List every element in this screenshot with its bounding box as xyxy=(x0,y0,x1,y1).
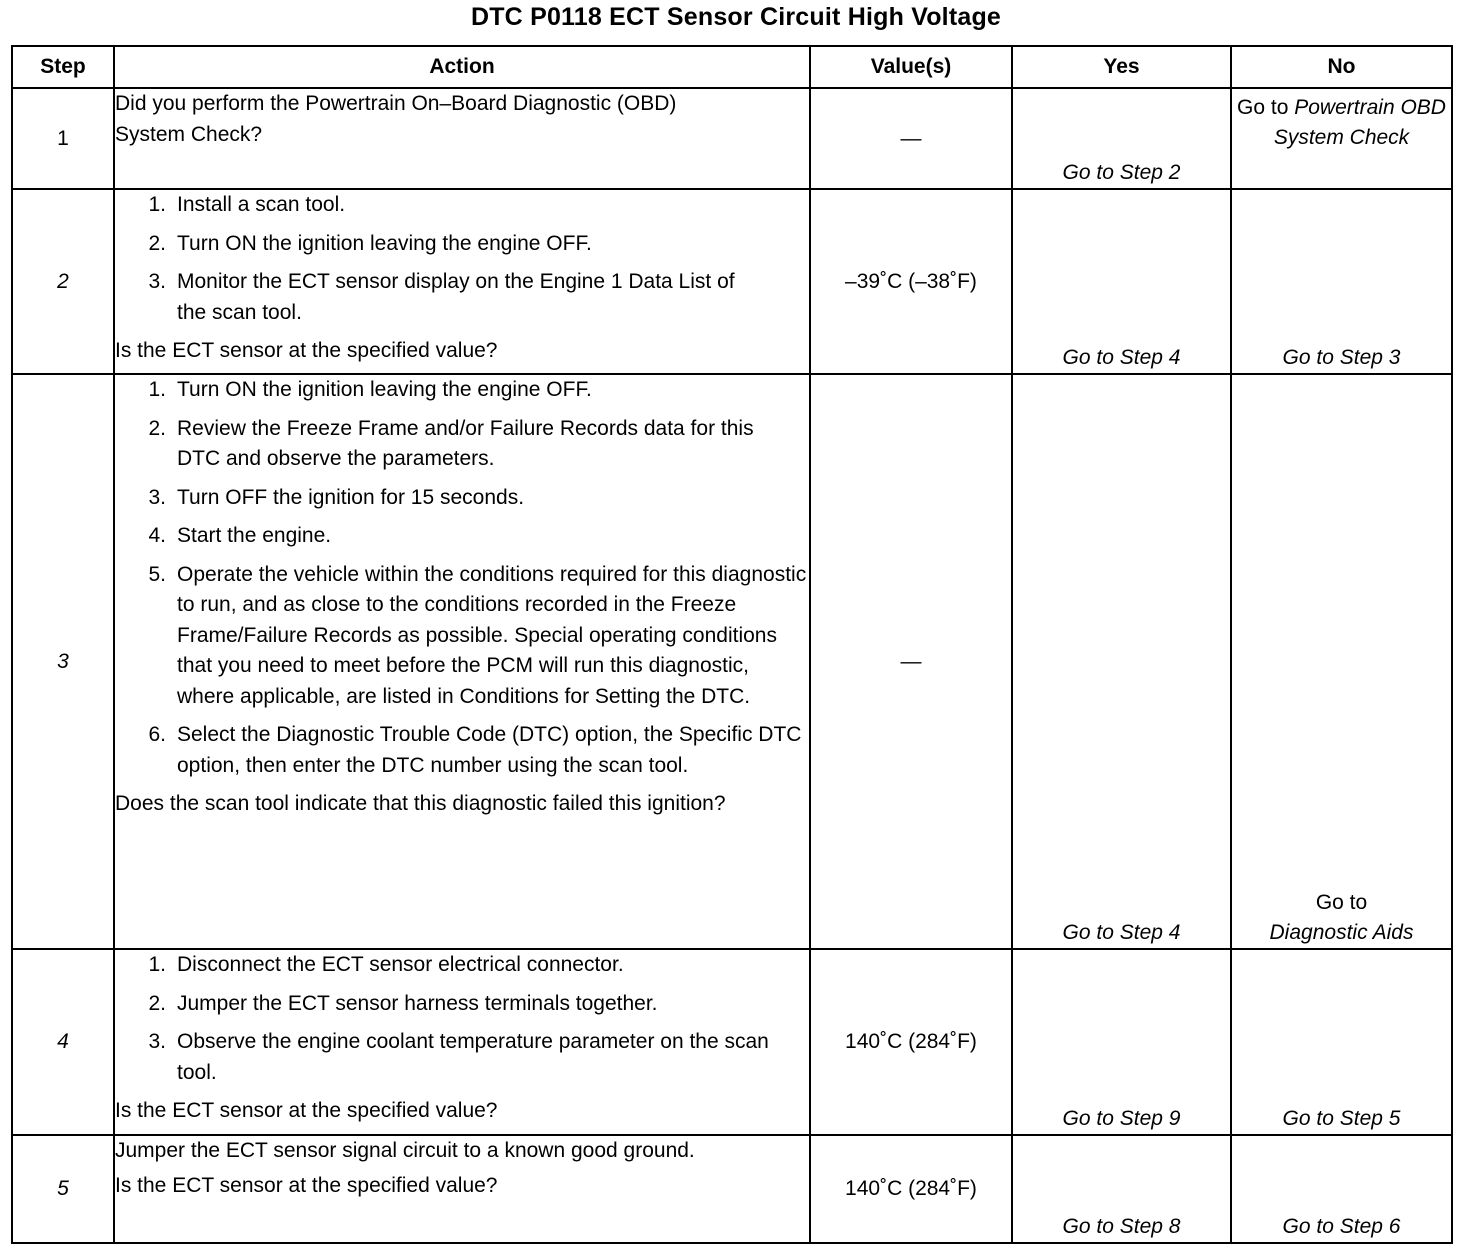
list-item: 2. Jumper the ECT sensor harness terminals together. xyxy=(148,991,658,1015)
list-item: 1. Turn ON the ignition leaving the engine OFF. xyxy=(148,378,592,401)
no-prefix: Go to xyxy=(1315,891,1368,914)
no-link-diagnostic-aids[interactable]: Diagnostic Aids xyxy=(1269,921,1414,944)
action-cell xyxy=(114,949,810,1135)
header-yes: Yes xyxy=(1012,46,1231,88)
header-step: Step xyxy=(12,46,114,88)
yes-cell[interactable]: Go to Step 8 xyxy=(1012,1135,1231,1243)
list-item: 3. Monitor the ECT sensor display on the Engine 1 Data List of the scan tool. xyxy=(148,270,735,324)
action-list xyxy=(115,190,809,328)
step-number: 2 xyxy=(12,189,114,374)
no-cell[interactable]: Go to Step 5 xyxy=(1231,949,1452,1135)
list-item: 5. Operate the vehicle within the conditions required for this diagnostic to run, and as close to the conditions recorded in the Freeze Frame/Failure Records as possible. Special operating conditions that you need to meet before the PCM will run this diagnostic, where applicable, are listed in Conditions for Setting the DTC. xyxy=(148,562,807,708)
step-number: 3 xyxy=(12,374,114,949)
action-cell xyxy=(114,374,810,949)
value-cell: — xyxy=(810,374,1012,949)
step-number: 4 xyxy=(12,949,114,1135)
list-item: 2. Review the Freeze Frame and/or Failure Records data for this DTC and observe the parameters. xyxy=(148,416,754,470)
table-row-step-5 xyxy=(12,1135,1452,1243)
action-question: Is the ECT sensor at the specified value? xyxy=(115,339,498,362)
action-list xyxy=(115,375,809,781)
header-values: Value(s) xyxy=(810,46,1012,88)
action-question: Does the scan tool indicate that this diagnostic failed this ignition? xyxy=(115,792,726,815)
step-number: 1 xyxy=(12,88,114,189)
list-item: 1. Install a scan tool. xyxy=(148,193,346,216)
value-cell: 140˚C (284˚F) xyxy=(810,949,1012,1135)
list-item: 2. Turn ON the ignition leaving the engine OFF. xyxy=(148,231,592,255)
yes-cell[interactable]: Go to Step 4 xyxy=(1012,374,1231,949)
page-title: DTC P0118 ECT Sensor Circuit High Voltage xyxy=(470,3,1002,31)
no-cell[interactable] xyxy=(1231,88,1452,189)
action-text: Jumper the ECT sensor signal circuit to a known good ground. xyxy=(115,1139,695,1162)
action-list xyxy=(115,950,809,1088)
diagnostic-table xyxy=(11,45,1453,1244)
list-item: 1. Disconnect the ECT sensor electrical connector. xyxy=(148,953,624,976)
action-question: Is the ECT sensor at the specified value? xyxy=(115,1099,498,1122)
header-action: Action xyxy=(114,46,810,88)
action-cell xyxy=(114,189,810,374)
table-header-row xyxy=(12,46,1452,88)
header-no: No xyxy=(1231,46,1452,88)
yes-cell[interactable]: Go to Step 9 xyxy=(1012,949,1231,1135)
action-cell xyxy=(114,88,810,189)
no-prefix: Go to xyxy=(1237,96,1289,119)
step-number: 5 xyxy=(12,1135,114,1243)
list-item: 3. Turn OFF the ignition for 15 seconds. xyxy=(148,485,525,509)
no-cell[interactable]: Go to Step 6 xyxy=(1231,1135,1452,1243)
table-row-step-1 xyxy=(12,88,1452,189)
no-cell[interactable]: Go to Step 3 xyxy=(1231,189,1452,374)
table-row-step-2 xyxy=(12,189,1452,374)
no-link-powertrain-obd-check[interactable]: Powertrain OBD System Check xyxy=(1273,96,1446,149)
value-cell: — xyxy=(810,88,1012,189)
list-item: 4. Start the engine. xyxy=(148,524,332,547)
action-text: Did you perform the Powertrain On–Board Diagnostic (OBD) System Check? xyxy=(115,92,677,146)
yes-cell[interactable]: Go to Step 2 xyxy=(1012,88,1231,189)
value-cell: –39˚C (–38˚F) xyxy=(810,189,1012,374)
value-cell: 140˚C (284˚F) xyxy=(810,1135,1012,1243)
table-row-step-4 xyxy=(12,949,1452,1135)
list-item: 3. Observe the engine coolant temperature parameter on the scan tool. xyxy=(148,1030,769,1084)
no-cell[interactable] xyxy=(1231,374,1452,949)
action-question: Is the ECT sensor at the specified value? xyxy=(115,1173,498,1197)
action-cell xyxy=(114,1135,810,1243)
table-row-step-3 xyxy=(12,374,1452,949)
list-item: 6. Select the Diagnostic Trouble Code (DTC) option, the Specific DTC option, then enter the DTC number using the scan tool. xyxy=(148,723,802,777)
yes-cell[interactable]: Go to Step 4 xyxy=(1012,189,1231,374)
